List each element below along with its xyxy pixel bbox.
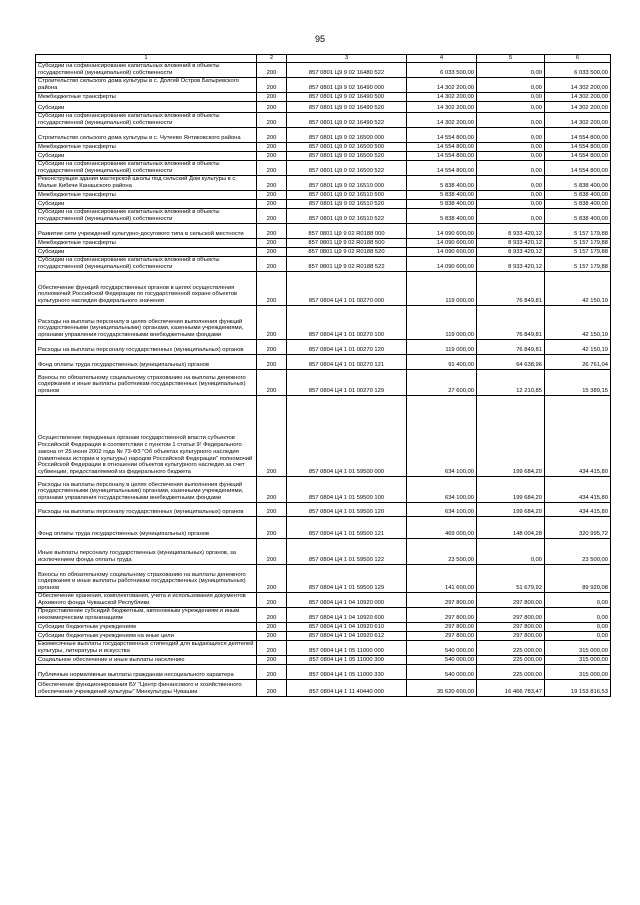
row-owner-code: 200: [257, 641, 287, 656]
row-owner-code: 200: [257, 176, 287, 191]
row-budget-code: 857 0804 Ц4 1 04 10920 610: [287, 623, 407, 632]
row-budget-code: 857 0801 Ц9 9 02 16490 522: [287, 113, 407, 128]
row-owner-code: 200: [257, 102, 287, 113]
table-row: [36, 209, 611, 224]
row-budget-code: 857 0804 Ц4 1 01 59500 121: [287, 517, 407, 539]
row-budget-code: 857 0801 Ц9 9 02 16500 500: [287, 143, 407, 152]
row-description: Субсидии на софинансирование капитальных вложений в объекты государственной (муниципальной) собственности: [36, 63, 257, 78]
row-approved: 297 800,00: [407, 608, 477, 623]
row-owner-code: 200: [257, 665, 287, 680]
row-remaining: 315 000,00: [545, 656, 611, 665]
row-owner-code: 200: [257, 272, 287, 306]
row-remaining: 5 157 179,88: [545, 257, 611, 272]
table-row: [36, 152, 611, 161]
row-description: Обеспечение хранения, комплектования, учета и использования документов Архивного фонда Чувашской Республики: [36, 593, 257, 608]
row-remaining: 434 415,80: [545, 503, 611, 517]
row-executed: 0,00: [477, 191, 545, 200]
row-executed: 0,00: [477, 78, 545, 93]
table-row: [36, 128, 611, 143]
row-approved: 14 554 800,00: [407, 161, 477, 176]
table-row: [36, 176, 611, 191]
row-executed: 0,00: [477, 200, 545, 209]
table-row: [36, 503, 611, 517]
row-budget-code: 857 0804 Ц4 1 04 10920 000: [287, 593, 407, 608]
row-approved: 91 400,00: [407, 355, 477, 370]
table-row: [36, 593, 611, 608]
row-executed: 0,00: [477, 539, 545, 565]
row-approved: 5 838 400,00: [407, 209, 477, 224]
row-budget-code: 857 0804 Ц4 1 01 59500 000: [287, 396, 407, 477]
table-row: [36, 396, 611, 477]
row-approved: 634 100,00: [407, 396, 477, 477]
row-executed: 8 933 420,12: [477, 257, 545, 272]
page-number: 95: [314, 34, 325, 44]
column-header: 2: [257, 55, 287, 63]
row-description: Публичные нормативные выплаты гражданам несоциального характера: [36, 665, 257, 680]
table-row: [36, 623, 611, 632]
row-description: Межбюджетные трансферты: [36, 143, 257, 152]
row-budget-code: 857 0804 Ц4 1 05 11000 330: [287, 665, 407, 680]
table-row: [36, 191, 611, 200]
row-description: Осуществление переданных органам государственной власти субъектов Российской Федерации в соответствии с пунктом 1 статьи 9¹ Федерального закона от 25 июня 2002 года № 73-ФЗ "Об объектах культурного наследия (памятниках истории и культуры) народов Российской Федерации" полномочий Российской Федерации в отношении объектов культурного наследия за счет субвенции, предоставляемой из федерального бюджета: [36, 396, 257, 477]
row-remaining: 5 838 400,00: [545, 209, 611, 224]
row-approved: 14 302 200,00: [407, 113, 477, 128]
row-owner-code: 200: [257, 355, 287, 370]
row-budget-code: 857 0804 Ц4 1 01 59500 120: [287, 503, 407, 517]
row-description: Субсидии на софинансирование капитальных вложений в объекты государственной (муниципальной) собственности: [36, 209, 257, 224]
row-owner-code: 200: [257, 517, 287, 539]
row-owner-code: 200: [257, 477, 287, 503]
row-approved: 119 000,00: [407, 340, 477, 355]
row-description: Фонд оплаты труда государственных (муниципальных) органов: [36, 517, 257, 539]
row-executed: 199 684,20: [477, 503, 545, 517]
row-executed: 297 800,00: [477, 608, 545, 623]
row-description: Иные выплаты персоналу государственных (муниципальных) органов, за исключением фонда оплаты труда: [36, 539, 257, 565]
row-budget-code: 857 0801 Ц9 9 02 16490 500: [287, 93, 407, 102]
row-budget-code: 857 0801 Ц9 9 02 R0188 000: [287, 224, 407, 239]
row-owner-code: 200: [257, 152, 287, 161]
row-executed: 0,00: [477, 176, 545, 191]
row-remaining: 0,00: [545, 593, 611, 608]
row-budget-code: 857 0801 Ц9 9 02 R0188 520: [287, 248, 407, 257]
row-executed: 8 933 420,12: [477, 224, 545, 239]
row-remaining: 23 500,00: [545, 539, 611, 565]
table-row: [36, 113, 611, 128]
row-remaining: 42 150,19: [545, 272, 611, 306]
row-budget-code: 857 0804 Ц4 1 05 11000 000: [287, 641, 407, 656]
row-budget-code: 857 0804 Ц4 1 01 00270 120: [287, 340, 407, 355]
table-row: [36, 257, 611, 272]
row-owner-code: 200: [257, 623, 287, 632]
row-budget-code: 857 0804 Ц4 1 01 00270 100: [287, 306, 407, 340]
row-owner-code: 200: [257, 78, 287, 93]
table-row: [36, 680, 611, 697]
row-budget-code: 857 0801 Ц9 9 02 16500 522: [287, 161, 407, 176]
row-description: Межбюджетные трансферты: [36, 93, 257, 102]
table-row: [36, 200, 611, 209]
row-owner-code: 200: [257, 63, 287, 78]
row-approved: 119 000,00: [407, 272, 477, 306]
row-approved: 469 000,00: [407, 517, 477, 539]
column-header: 3: [287, 55, 407, 63]
row-budget-code: 857 0801 Ц9 9 02 16500 520: [287, 152, 407, 161]
row-executed: 0,00: [477, 209, 545, 224]
row-budget-code: 857 0801 Ц9 9 02 R0188 522: [287, 257, 407, 272]
row-remaining: 14 302 200,00: [545, 93, 611, 102]
row-remaining: 0,00: [545, 608, 611, 623]
row-description: Субсидии на софинансирование капитальных вложений в объекты государственной (муниципальной) собственности: [36, 161, 257, 176]
row-description: Межбюджетные трансферты: [36, 191, 257, 200]
row-remaining: 5 838 400,00: [545, 191, 611, 200]
row-executed: 64 638,96: [477, 355, 545, 370]
row-executed: 16 466 783,47: [477, 680, 545, 697]
row-approved: 14 302 200,00: [407, 102, 477, 113]
row-executed: 51 679,92: [477, 565, 545, 593]
row-remaining: 14 554 800,00: [545, 161, 611, 176]
row-remaining: 0,00: [545, 632, 611, 641]
row-remaining: 14 302 200,00: [545, 113, 611, 128]
row-budget-code: 857 0801 Ц9 9 02 16510 520: [287, 200, 407, 209]
row-approved: 540 000,00: [407, 656, 477, 665]
row-remaining: 14 554 800,00: [545, 143, 611, 152]
row-approved: 14 090 600,00: [407, 239, 477, 248]
row-owner-code: 200: [257, 306, 287, 340]
row-budget-code: 857 0804 Ц4 1 11 40440 000: [287, 680, 407, 697]
row-remaining: 5 838 400,00: [545, 200, 611, 209]
row-approved: 634 100,00: [407, 477, 477, 503]
row-executed: 225 000,00: [477, 641, 545, 656]
row-description: Субсидии: [36, 102, 257, 113]
row-remaining: 14 302 200,00: [545, 78, 611, 93]
row-executed: 12 210,85: [477, 370, 545, 396]
row-approved: 297 800,00: [407, 593, 477, 608]
table-row: [36, 477, 611, 503]
row-budget-code: 857 0804 Ц4 1 01 00270 000: [287, 272, 407, 306]
row-budget-code: 857 0804 Ц4 1 01 00270 129: [287, 370, 407, 396]
row-description: Ежемесячные выплаты государственных стипендий для выдающихся деятелей культуры, литературы и искусства: [36, 641, 257, 656]
row-description: Расходы на выплаты персоналу государственных (муниципальных) органов: [36, 503, 257, 517]
row-remaining: 14 554 800,00: [545, 128, 611, 143]
row-remaining: 5 157 179,88: [545, 239, 611, 248]
row-owner-code: 200: [257, 113, 287, 128]
row-approved: 141 600,00: [407, 565, 477, 593]
row-owner-code: 200: [257, 239, 287, 248]
table-row: [36, 306, 611, 340]
row-executed: 76 849,81: [477, 340, 545, 355]
row-budget-code: 857 0801 Ц9 9 02 16500 000: [287, 128, 407, 143]
row-description: Субсидии: [36, 248, 257, 257]
row-remaining: 315 000,00: [545, 641, 611, 656]
row-remaining: 19 153 816,53: [545, 680, 611, 697]
row-owner-code: 200: [257, 656, 287, 665]
row-executed: 8 933 420,12: [477, 248, 545, 257]
row-owner-code: 200: [257, 340, 287, 355]
row-owner-code: 200: [257, 565, 287, 593]
row-owner-code: 200: [257, 539, 287, 565]
row-approved: 35 620 600,00: [407, 680, 477, 697]
row-approved: 14 090 600,00: [407, 257, 477, 272]
row-budget-code: 857 0804 Ц4 1 01 59500 129: [287, 565, 407, 593]
row-owner-code: 200: [257, 396, 287, 477]
row-executed: 0,00: [477, 93, 545, 102]
row-executed: 225 000,00: [477, 656, 545, 665]
table-row: [36, 539, 611, 565]
row-description: Взносы по обязательному социальному страхованию на выплаты денежного содержания и иные выплаты работникам государственных (муниципальных) органов: [36, 370, 257, 396]
row-remaining: 15 389,15: [545, 370, 611, 396]
budget-table: [35, 54, 611, 697]
row-remaining: 42 150,19: [545, 340, 611, 355]
row-executed: 297 800,00: [477, 623, 545, 632]
row-approved: 540 000,00: [407, 665, 477, 680]
table-row: [36, 656, 611, 665]
row-description: Взносы по обязательному социальному страхованию на выплаты денежного содержания и иные выплаты работникам государственных (муниципальных) органов: [36, 565, 257, 593]
row-description: Расходы на выплаты персоналу государственных (муниципальных) органов: [36, 340, 257, 355]
row-owner-code: 200: [257, 209, 287, 224]
column-header: 6: [545, 55, 611, 63]
row-description: Субсидии бюджетным учреждениям на иные цели: [36, 632, 257, 641]
row-budget-code: 857 0801 Ц9 9 02 R0188 500: [287, 239, 407, 248]
row-description: Субсидии: [36, 200, 257, 209]
row-remaining: 14 554 800,00: [545, 152, 611, 161]
row-executed: 0,00: [477, 161, 545, 176]
row-owner-code: 200: [257, 128, 287, 143]
row-description: Обеспечение функционирования БУ "Центр финансового и хозяйственного обеспечения учреждений культуры" Минкультуры Чувашии: [36, 680, 257, 697]
table-body: [36, 63, 611, 697]
row-executed: 199 684,20: [477, 477, 545, 503]
row-executed: 76 849,81: [477, 272, 545, 306]
row-approved: 5 838 400,00: [407, 176, 477, 191]
row-owner-code: 200: [257, 593, 287, 608]
table-row: [36, 355, 611, 370]
row-approved: 23 500,00: [407, 539, 477, 565]
row-description: Фонд оплаты труда государственных (муниципальных) органов: [36, 355, 257, 370]
row-approved: 14 554 800,00: [407, 128, 477, 143]
table-row: [36, 248, 611, 257]
row-budget-code: 857 0801 Ц9 9 02 16510 000: [287, 176, 407, 191]
table-row: [36, 239, 611, 248]
row-approved: 27 600,00: [407, 370, 477, 396]
row-description: Межбюджетные трансферты: [36, 239, 257, 248]
table-row: [36, 63, 611, 78]
row-owner-code: 200: [257, 224, 287, 239]
row-description: Реконструкция здания мастерской школы под сельский Дом культуры в с. Малые Кибечи Канашского района: [36, 176, 257, 191]
row-approved: 6 033 500,00: [407, 63, 477, 78]
row-remaining: 320 995,72: [545, 517, 611, 539]
row-budget-code: 857 0804 Ц4 1 01 59500 100: [287, 477, 407, 503]
table-row: [36, 78, 611, 93]
row-description: Обеспечение функций государственных органов в целях осуществления полномочий Российской Федерации по государственной охране объектов культурного наследия федерального значения: [36, 272, 257, 306]
row-executed: 199 684,20: [477, 396, 545, 477]
row-approved: 5 838 400,00: [407, 191, 477, 200]
row-executed: 225 000,00: [477, 665, 545, 680]
table-row: [36, 370, 611, 396]
row-owner-code: 200: [257, 161, 287, 176]
row-owner-code: 200: [257, 680, 287, 697]
row-budget-code: 857 0801 Ц9 9 02 16510 522: [287, 209, 407, 224]
row-description: Строительство сельского дома культуры в с. Долгий Остров Батыревского района: [36, 78, 257, 93]
table-row: [36, 143, 611, 152]
row-owner-code: 200: [257, 143, 287, 152]
row-approved: 14 302 200,00: [407, 93, 477, 102]
column-header: 5: [477, 55, 545, 63]
row-remaining: 0,00: [545, 623, 611, 632]
table-row: [36, 641, 611, 656]
row-executed: 148 004,28: [477, 517, 545, 539]
row-remaining: 42 150,19: [545, 306, 611, 340]
row-description: Строительство сельского дома культуры в с. Чутеево Янтиковского района: [36, 128, 257, 143]
row-approved: 5 838 400,00: [407, 200, 477, 209]
row-budget-code: 857 0801 Ц9 9 02 16510 500: [287, 191, 407, 200]
table-row: [36, 340, 611, 355]
table-row: [36, 608, 611, 623]
row-description: Предоставление субсидий бюджетным, автономным учреждениям и иным некоммерческим организациям: [36, 608, 257, 623]
row-executed: 0,00: [477, 102, 545, 113]
table-row: [36, 224, 611, 239]
row-executed: 0,00: [477, 63, 545, 78]
row-remaining: 5 157 179,88: [545, 248, 611, 257]
row-executed: 0,00: [477, 143, 545, 152]
column-header: 4: [407, 55, 477, 63]
row-owner-code: 200: [257, 632, 287, 641]
row-executed: 297 800,00: [477, 632, 545, 641]
row-remaining: 14 302 200,00: [545, 102, 611, 113]
row-approved: 634 100,00: [407, 503, 477, 517]
table-row: [36, 632, 611, 641]
row-budget-code: 857 0804 Ц4 1 04 10920 600: [287, 608, 407, 623]
row-description: Социальное обеспечение и иные выплаты населению: [36, 656, 257, 665]
row-remaining: 315 000,00: [545, 665, 611, 680]
row-executed: 0,00: [477, 113, 545, 128]
table-row: [36, 665, 611, 680]
table-row: [36, 102, 611, 113]
row-remaining: 5 157 179,88: [545, 224, 611, 239]
row-remaining: 434 415,80: [545, 477, 611, 503]
row-executed: 76 849,81: [477, 306, 545, 340]
row-description: Субсидии: [36, 152, 257, 161]
row-executed: 8 933 420,12: [477, 239, 545, 248]
row-owner-code: 200: [257, 608, 287, 623]
row-remaining: 89 920,08: [545, 565, 611, 593]
column-header: 1: [36, 55, 257, 63]
row-executed: 0,00: [477, 128, 545, 143]
row-description: Развитие сети учреждений культурно-досугового типа в сельской местности: [36, 224, 257, 239]
row-remaining: 26 761,04: [545, 355, 611, 370]
row-approved: 14 302 200,00: [407, 78, 477, 93]
row-approved: 297 800,00: [407, 632, 477, 641]
row-approved: 14 554 800,00: [407, 143, 477, 152]
row-budget-code: 857 0804 Ц4 1 01 59500 122: [287, 539, 407, 565]
row-approved: 297 800,00: [407, 623, 477, 632]
table-row: [36, 93, 611, 102]
row-budget-code: 857 0804 Ц4 1 04 10920 612: [287, 632, 407, 641]
row-executed: 297 800,00: [477, 593, 545, 608]
row-approved: 14 090 600,00: [407, 224, 477, 239]
row-remaining: 434 415,80: [545, 396, 611, 477]
row-owner-code: 200: [257, 370, 287, 396]
row-budget-code: 857 0804 Ц4 1 01 00270 121: [287, 355, 407, 370]
row-budget-code: 857 0801 Ц9 9 02 16490 000: [287, 78, 407, 93]
row-executed: 0,00: [477, 152, 545, 161]
row-owner-code: 200: [257, 93, 287, 102]
table-row: [36, 565, 611, 593]
row-description: Расходы на выплаты персоналу в целях обеспечения выполнения функций государственными (муниципальными) органами, казенными учреждениями, органами управления государственными внебюджетными фондами: [36, 306, 257, 340]
row-owner-code: 200: [257, 200, 287, 209]
row-budget-code: 857 0804 Ц4 1 05 11000 300: [287, 656, 407, 665]
table-row: [36, 517, 611, 539]
row-approved: 119 000,00: [407, 306, 477, 340]
row-description: Субсидии на софинансирование капитальных вложений в объекты государственной (муниципальной) собственности: [36, 257, 257, 272]
table-header-row: [36, 55, 611, 63]
row-owner-code: 200: [257, 257, 287, 272]
row-description: Расходы на выплаты персоналу в целях обеспечения выполнения функций государственными (муниципальными) органами, казенными учреждениями, органами управления государственными внебюджетными фондами: [36, 477, 257, 503]
row-approved: 14 090 600,00: [407, 248, 477, 257]
row-approved: 14 554 800,00: [407, 152, 477, 161]
table-row: [36, 272, 611, 306]
table-row: [36, 161, 611, 176]
row-approved: 540 000,00: [407, 641, 477, 656]
row-description: Субсидии бюджетным учреждениям: [36, 623, 257, 632]
row-owner-code: 200: [257, 503, 287, 517]
row-remaining: 6 033 500,00: [545, 63, 611, 78]
row-budget-code: 857 0801 Ц9 9 02 16480 522: [287, 63, 407, 78]
row-budget-code: 857 0801 Ц9 9 02 16490 520: [287, 102, 407, 113]
row-owner-code: 200: [257, 191, 287, 200]
row-remaining: 5 838 400,00: [545, 176, 611, 191]
row-description: Субсидии на софинансирование капитальных вложений в объекты государственной (муниципальной) собственности: [36, 113, 257, 128]
row-owner-code: 200: [257, 248, 287, 257]
